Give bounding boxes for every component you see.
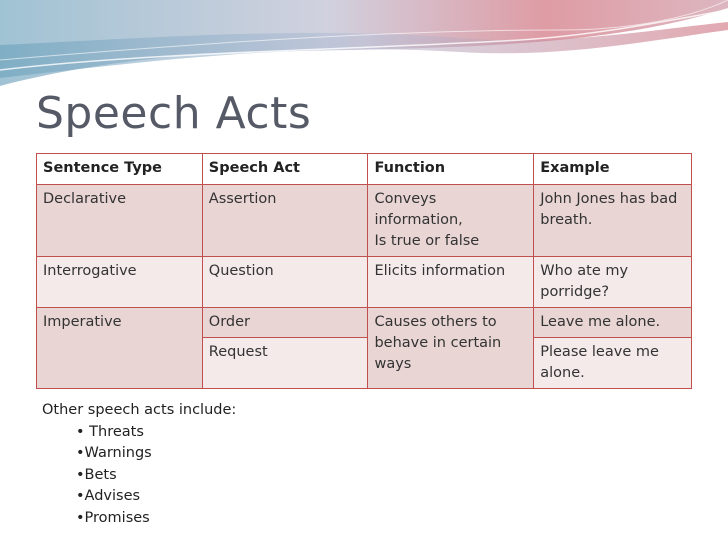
cell-function: Causes others to behave in certain ways xyxy=(368,308,534,389)
header-example: Example xyxy=(534,154,692,185)
cell-function: Conveys information, Is true or false xyxy=(368,185,534,257)
cell-function: Elicits information xyxy=(368,257,534,308)
cell-example: Leave me alone. xyxy=(534,308,692,338)
header-speech-act: Speech Act xyxy=(202,154,368,185)
other-speech-acts xyxy=(42,400,236,529)
list-item: •Warnings xyxy=(76,445,152,461)
page-title: Speech Acts xyxy=(36,88,312,139)
table-row xyxy=(37,185,692,257)
cell-speech-act: Question xyxy=(202,257,368,308)
cell-sentence-type: Interrogative xyxy=(37,257,203,308)
cell-example: John Jones has bad breath. xyxy=(534,185,692,257)
list-item: •Advises xyxy=(76,488,141,504)
decorative-banner xyxy=(0,0,728,90)
header-function: Function xyxy=(368,154,534,185)
table-row xyxy=(37,257,692,308)
cell-example: Who ate my porridge? xyxy=(534,257,692,308)
other-speech-acts-intro: Other speech acts include: xyxy=(42,402,237,418)
cell-speech-act: Assertion xyxy=(202,185,368,257)
cell-sentence-type: Declarative xyxy=(37,185,203,257)
cell-speech-act: Order xyxy=(202,308,368,338)
cell-example: Please leave me alone. xyxy=(534,338,692,389)
cell-sentence-type: Imperative xyxy=(37,308,203,389)
other-speech-acts-list xyxy=(42,422,236,530)
list-item: • Threats xyxy=(76,423,144,440)
list-item: •Promises xyxy=(76,509,150,526)
table-header-row xyxy=(37,154,692,185)
table-row xyxy=(37,308,692,338)
list-item: •Bets xyxy=(76,466,117,483)
speech-acts-table xyxy=(36,153,692,389)
cell-speech-act: Request xyxy=(202,338,368,389)
header-sentence-type: Sentence Type xyxy=(37,154,203,185)
